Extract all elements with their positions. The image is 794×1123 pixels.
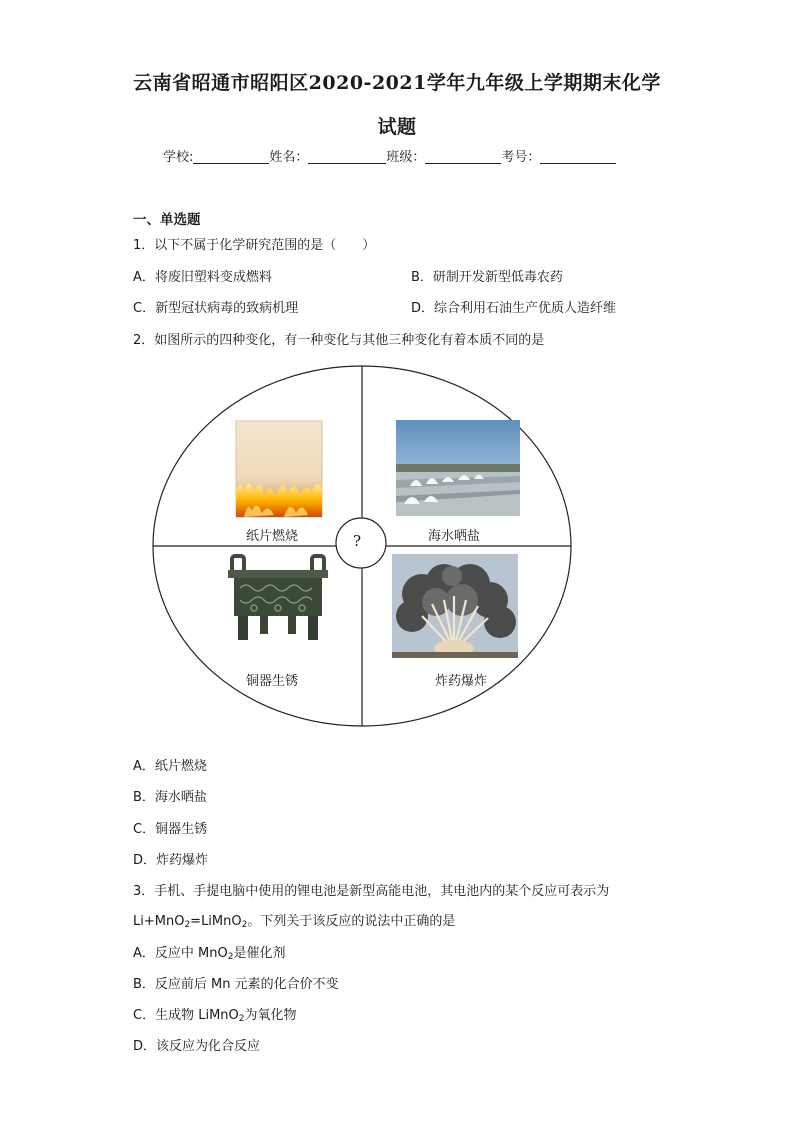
school-blank[interactable] <box>193 149 269 164</box>
q3-option-d: D．该反应为化合反应 <box>133 1039 261 1054</box>
caption-bronze-rust: 铜器生锈 <box>246 674 299 689</box>
q3-stem-line2 <box>133 910 455 930</box>
q1-option-a: A．将废旧塑料变成燃料 <box>133 270 272 285</box>
class-label: 班级： <box>386 150 426 165</box>
class-blank[interactable] <box>425 149 501 164</box>
q3-formula-sub2: 2 <box>241 920 248 930</box>
name-label: 姓名： <box>269 150 309 165</box>
student-info-line <box>163 146 616 165</box>
name-blank[interactable] <box>308 149 386 164</box>
q2-option-a: A．纸片燃烧 <box>133 759 207 774</box>
q3-formula-sub1: 2 <box>184 920 191 930</box>
q3-stem-line2-tail: 。下列关于该反应的说法中正确的是 <box>247 914 456 929</box>
q1-option-b: B．研制开发新型低毒农药 <box>411 270 563 285</box>
sea-salt-image <box>396 420 520 516</box>
exam-title-line1: 云南省昭通市昭阳区2020-2021学年九年级上学期期末化学 <box>133 72 661 94</box>
q2-stem: 2．如图所示的四种变化，有一种变化与其他三种变化有着本质不同的是 <box>133 333 545 348</box>
q3-formula-part1: Li+MnO <box>133 914 185 929</box>
exam-number-blank[interactable] <box>540 149 616 164</box>
school-label: 学校: <box>163 150 194 165</box>
q2-option-b: B．海水晒盐 <box>133 790 207 805</box>
q3-stem-line1: 3．手机、手提电脑中使用的锂电池是新型高能电池，其电池内的某个反应可表示为 <box>133 884 610 899</box>
exam-number-label: 考号： <box>501 150 541 165</box>
bronze-vessel-image <box>224 552 332 644</box>
explosion-image <box>392 554 518 658</box>
section-heading: 一、单选题 <box>133 212 201 228</box>
caption-burning-paper: 纸片燃烧 <box>246 529 299 544</box>
q1-stem: 1．以下不属于化学研究范围的是（ ） <box>133 238 376 253</box>
caption-sea-salt: 海水晒盐 <box>428 529 481 544</box>
q1-option-d: D．综合利用石油生产优质人造纤维 <box>411 301 617 316</box>
q2-option-d: D．炸药爆炸 <box>133 853 209 868</box>
q3-formula-part2: =LiMnO <box>190 914 242 929</box>
q3-option-a <box>133 942 285 962</box>
caption-explosion: 炸药爆炸 <box>435 674 488 689</box>
exam-title-line2: 试题 <box>377 116 417 138</box>
burning-paper-image <box>234 419 324 519</box>
q3-option-a-sub: 2 <box>227 952 234 962</box>
q3-option-b: B．反应前后 Mn 元素的化合价不变 <box>133 977 339 992</box>
q3-option-c-pre: C．生成物 LiMnO <box>133 1008 239 1023</box>
q3-option-c-post: 为氧化物 <box>244 1008 297 1023</box>
q3-option-a-post: 是催化剂 <box>233 946 286 961</box>
q2-option-c: C．铜器生锈 <box>133 822 208 837</box>
q2-figure <box>150 362 582 732</box>
center-question-mark: ? <box>352 532 362 550</box>
q1-option-c: C．新型冠状病毒的致病机理 <box>133 301 299 316</box>
q3-option-c-sub: 2 <box>238 1014 245 1024</box>
q3-option-a-pre: A．反应中 MnO <box>133 946 228 961</box>
q3-option-c <box>133 1004 297 1024</box>
